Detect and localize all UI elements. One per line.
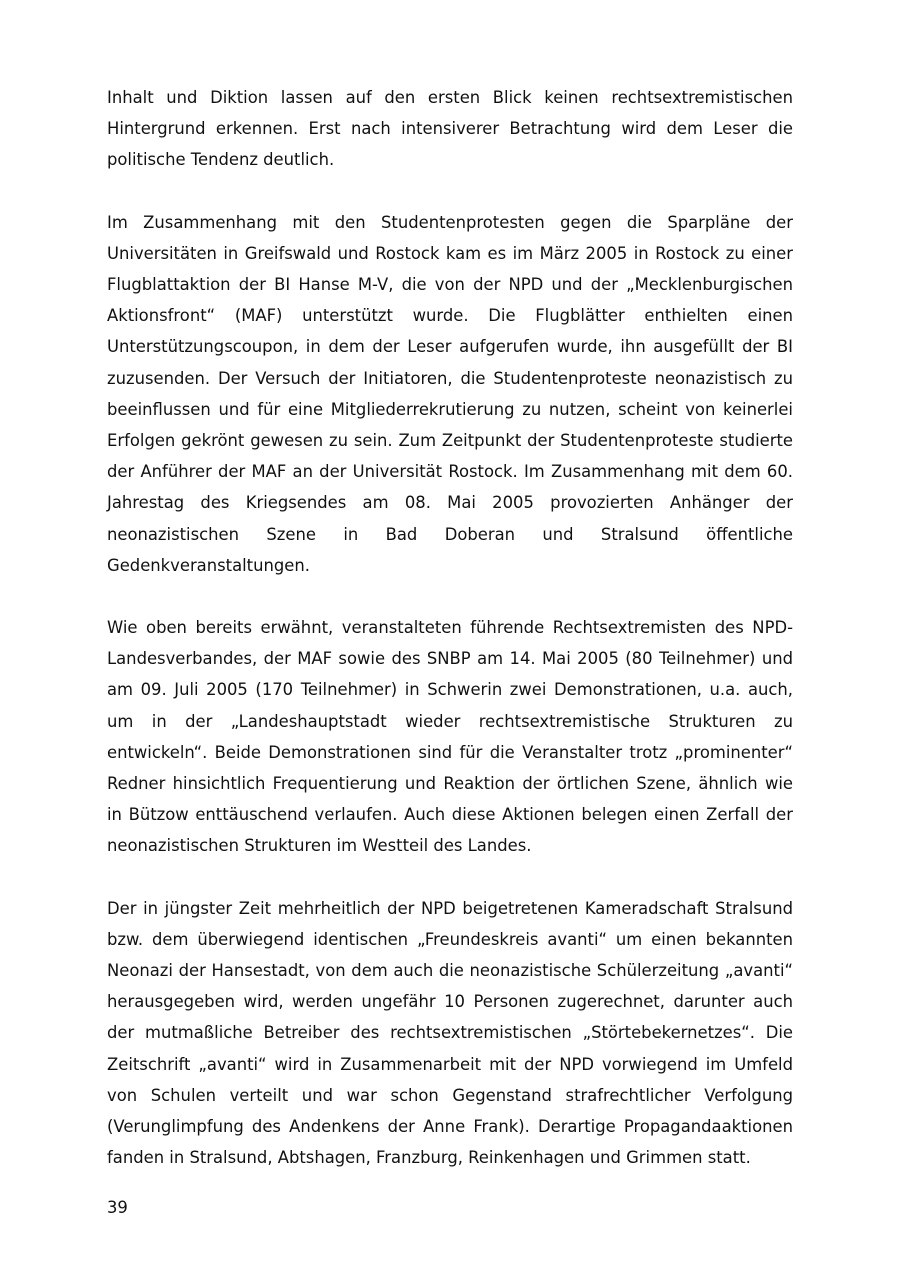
page-number: 39 — [107, 1198, 128, 1217]
paragraph-4: Der in jüngster Zeit mehrheitlich der NPD beigetretenen Kameradschaft Stralsund bzw. dem überwiegend identischen „Freundeskreis avanti“ um einen bekannten Neonazi der Hansestadt, von dem auch die neonazistische Schülerzeitung „avanti“ herausgegeben wird, werden ungefähr 10 Personen zugerechnet, darunter auch der mutmaßliche Betreiber des rechtsextremistischen „Störtebekernetzes“. Die Zeitschrift „avanti“ wird in Zusammenarbeit mit der NPD vorwiegend im Umfeld von Schulen verteilt und war schon Gegenstand strafrechtlicher Verfolgung (Verunglimpfung des Andenkens der Anne Frank). Derartige Propagandaaktionen fanden in Stralsund, Abtshagen, Franzburg, Reinkenhagen und Grimmen statt. — [107, 898, 793, 1168]
paragraph-3: Wie oben bereits erwähnt, veranstalteten führende Rechtsextremisten des NPD-Landesverbandes, der MAF sowie des SNBP am 14. Mai 2005 (80 Teilnehmer) und am 09. Juli 2005 (170 Teilnehmer) in Schwerin zwei Demonstrationen, u.a. auch, um in der „Landeshauptstadt wieder rechtsextremistische Strukturen zu entwickeln“. Beide Demonstrationen sind für die Veranstalter trotz „prominenter“ Redner hinsichtlich Frequentierung und Reaktion der örtlichen Szene, ähnlich wie in Bützow enttäuschend verlaufen. Auch diese Aktionen belegen einen Zerfall der neonazistischen Strukturen im Westteil des Landes. — [107, 618, 793, 856]
paragraph-2: Im Zusammenhang mit den Studentenprotesten gegen die Sparpläne der Universitäten in Greifswald und Rostock kam es im März 2005 in Rostock zu einer Flugblattaktion der BI Hanse M-V, die von der NPD und der „Mecklenburgischen Aktionsfront“ (MAF) unterstützt wurde. Die Flugblätter enthielten einen Unterstützungscoupon, in dem der Leser aufgerufen wurde, ihn ausgefüllt der BI zuzusenden. Der Versuch der Initiatoren, die Studentenproteste neonazistisch zu beeinflussen und für eine Mitgliederrekrutierung zu nutzen, scheint von keinerlei Erfolgen gekrönt gewesen zu sein. Zum Zeitpunkt der Studentenproteste studierte der Anführer der MAF an der Universität Rostock. Im Zusammenhang mit dem 60. Jahrestag des Kriegsendes am 08. Mai 2005 provozierten Anhänger der neonazistischen Szene in Bad Doberan und Stralsund öffentliche Gedenkveranstaltungen. — [107, 212, 793, 575]
text-body — [107, 82, 793, 1205]
paragraph-1: Inhalt und Diktion lassen auf den ersten Blick keinen rechtsextremistischen Hintergrund erkennen. Erst nach intensiverer Betrachtung wird dem Leser die politische Tendenz deutlich. — [107, 88, 793, 170]
